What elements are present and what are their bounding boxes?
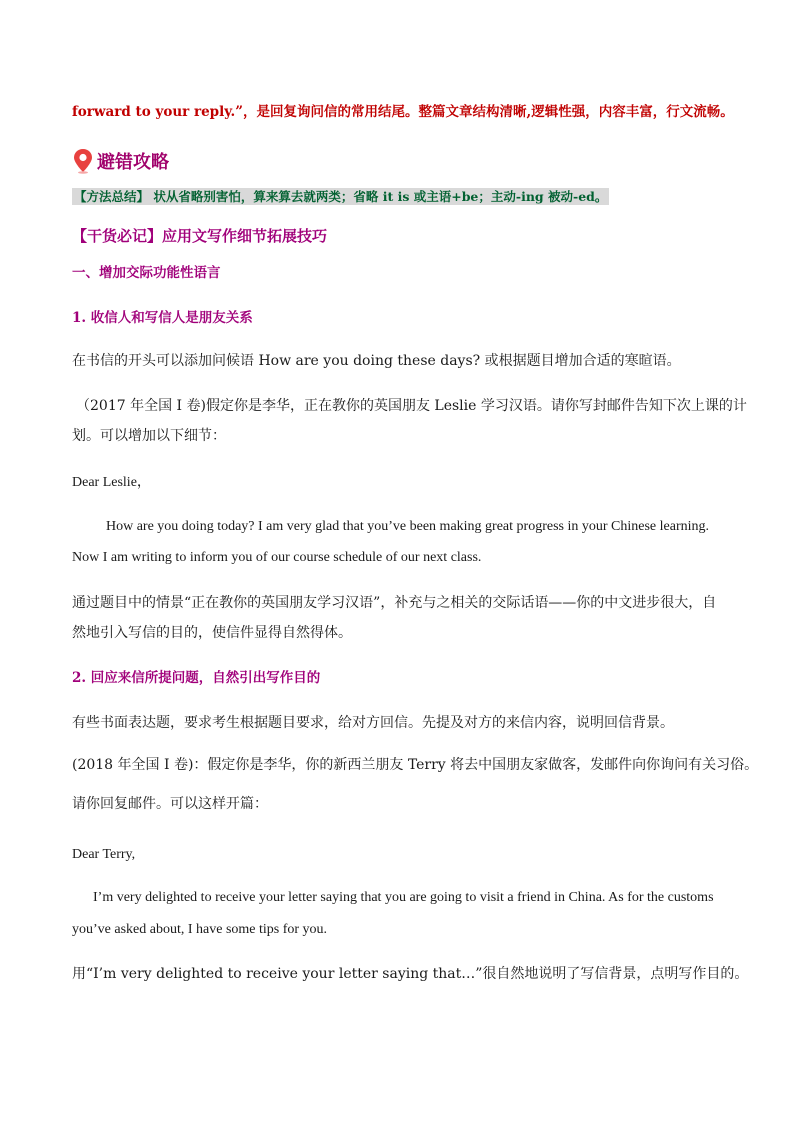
letter-1-greeting: Dear Leslie， [72,475,151,490]
method-summary: 【方法总结】 状从省略别害怕，算来算去就两类；省略 it is 或主语+be；主动-ing 被动-ed。 [74,189,608,204]
example-2-line-1: (2018 年全国 I 卷)：假定你是李华，你的新西兰朋友 Terry 将去中国朋友家做客，发邮件向你询问有关习俗。 [72,757,759,773]
paragraph-1: 在书信的开头可以添加问候语 How are you doing these days? 或根据题目增加合适的寒暄语。 [72,353,681,369]
letter-2-greeting: Dear Terry, [72,847,136,862]
letter-1-line-2: Now I am writing to inform you of our course schedule of our next class. [72,550,482,565]
dry-goods-title: 【干货必记】应用文写作细节拓展技巧 [72,227,328,245]
analysis-1-line-1: 通过题目中的情景“正在教你的英国朋友学习汉语”，补充与之相关的交际话语——你的中文进步很大，自 [72,595,717,611]
section-heading: 避错攻略 [97,152,169,173]
intro-line: forward to your reply.”，是回复询问信的常用结尾。整篇文章结构清晰,逻辑性强，内容丰富，行文流畅。 [72,104,734,120]
letter-2-line-1: I’m very delighted to receive your letter saying that you are going to visit a friend in China. As for the customs [93,890,714,905]
example-1-line-2: 划。可以增加以下细节： [72,428,226,444]
point-2-title: 2. 回应来信所提问题，自然引出写作目的 [72,670,321,686]
example-2-line-2: 请你回复邮件。可以这样开篇： [72,796,268,812]
analysis-1-line-2: 然地引入写信的目的，使信件显得自然得体。 [72,625,352,641]
letter-2-line-2: you’ve asked about, I have some tips for you. [72,922,328,937]
point-1-title: 1. 收信人和写信人是朋友关系 [72,310,253,326]
analysis-2-line: 用“I’m very delighted to receive your letter saying that…”很自然地说明了写信背景，点明写作目的。 [72,966,749,982]
section-heading-row [72,147,169,175]
subsection-title: 一、增加交际功能性语言 [72,265,221,281]
paragraph-2: 有些书面表达题，要求考生根据题目要求，给对方回信。先提及对方的来信内容，说明回信背景。 [72,715,674,731]
location-pin-icon [72,148,94,174]
letter-1-line-1: How are you doing today? I am very glad that you’ve been making great progress in your Chinese learning. [106,519,709,534]
example-1-line-1: （2017 年全国 I 卷)假定你是李华，正在教你的英国朋友 Leslie 学习汉语。请你写封邮件告知下次上课的计 [76,398,747,414]
